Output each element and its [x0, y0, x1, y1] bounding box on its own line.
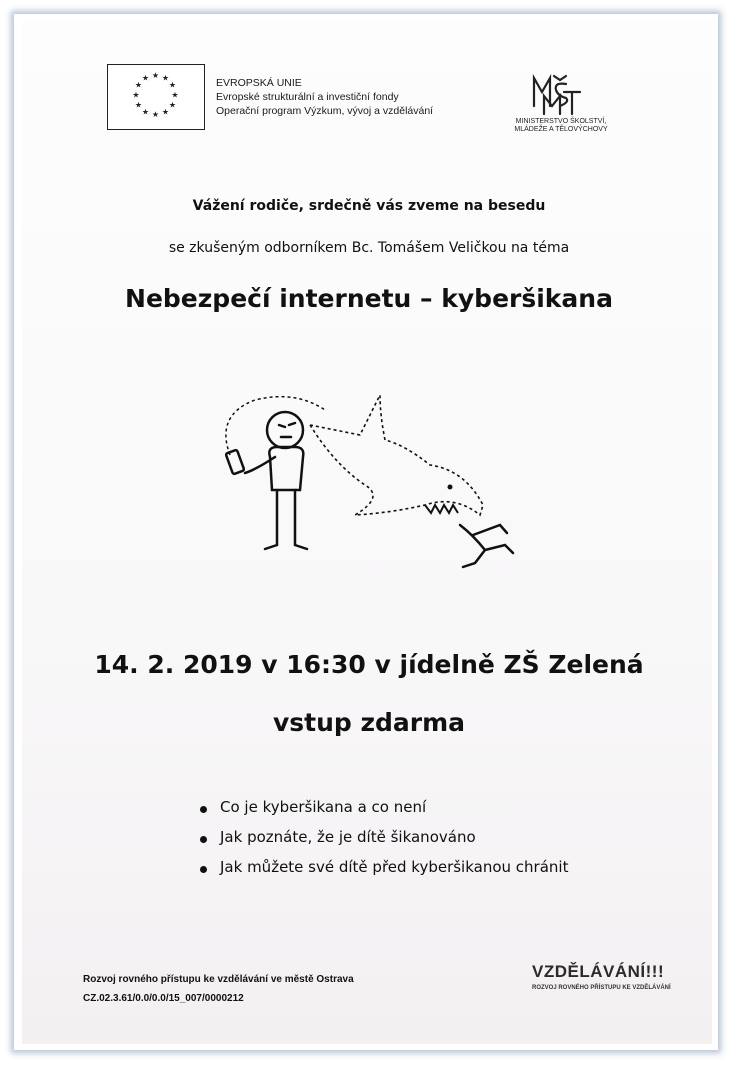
eu-stars-icon: [108, 65, 203, 128]
svg-text:★: ★: [134, 100, 143, 110]
shark-eye: [448, 485, 453, 490]
svg-text:★: ★: [132, 90, 140, 100]
person-head: [267, 412, 303, 448]
footer-project-code: CZ.02.3.61/0.0/0.0/15_007/0000212: [83, 993, 244, 1004]
vzdelavani-logo: VZDĚLÁVÁNÍ!!!: [532, 962, 665, 981]
svg-text:★: ★: [151, 71, 160, 80]
footer-project-name: Rozvoj rovného přístupu ke vzdělávání ve městě Ostrava: [83, 974, 354, 985]
svg-text:★: ★: [141, 73, 150, 83]
invitation-subtitle: se zkušeným odborníkem Bc. Tomášem Veličkou na téma: [168, 240, 570, 256]
shark-teeth: [425, 505, 458, 513]
msmt-caption-line2: MLÁDEŽE A TĚLOVÝCHOVY: [514, 126, 608, 133]
eu-line-2: Evropské strukturální a investiční fondy: [216, 91, 399, 103]
eu-text-block: [216, 76, 433, 118]
footer-project: [83, 970, 354, 1008]
svg-text:★: ★: [171, 90, 179, 100]
cyberbullying-illustration: [215, 385, 525, 575]
list-item: Jak můžete své dítě před kyberšikanou chránit: [200, 858, 568, 876]
eu-line-3: Operační program Výzkum, vývoj a vzdělávání: [216, 105, 434, 117]
phone-icon: [226, 450, 245, 475]
invitation-greeting: Vážení rodiče, srdečně vás zveme na besedu: [192, 198, 546, 214]
list-item: Co je kyberšikana a co není: [200, 798, 568, 816]
svg-text:★: ★: [168, 80, 177, 90]
event-date-place: 14. 2. 2019 v 16:30 v jídelně ZŠ Zelená: [94, 650, 644, 679]
vzdelavani-logo-subtitle: ROZVOJ ROVNÉHO PŘÍSTUPU KE VZDĚLÁVÁNÍ: [532, 985, 671, 991]
svg-text:★: ★: [161, 73, 170, 83]
msmt-caption: [498, 118, 624, 134]
svg-text:★: ★: [134, 80, 143, 90]
eu-flag-logo: [107, 64, 205, 130]
svg-text:★: ★: [141, 107, 150, 117]
msmt-caption-line1: MINISTERSTVO ŠKOLSTVÍ,: [515, 118, 607, 125]
poster-title: Nebezpečí internetu – kyberšikana: [125, 284, 613, 313]
svg-text:★: ★: [151, 110, 160, 119]
person-body: [269, 447, 303, 490]
entry-free: vstup zdarma: [272, 708, 466, 737]
svg-text:★: ★: [161, 107, 170, 117]
shark-body: [310, 395, 483, 515]
topics-list: [200, 798, 568, 888]
eu-line-1: EVROPSKÁ UNIE: [216, 77, 302, 89]
svg-text:★: ★: [168, 100, 177, 110]
list-item: Jak poznáte, že je dítě šikanováno: [200, 828, 568, 846]
